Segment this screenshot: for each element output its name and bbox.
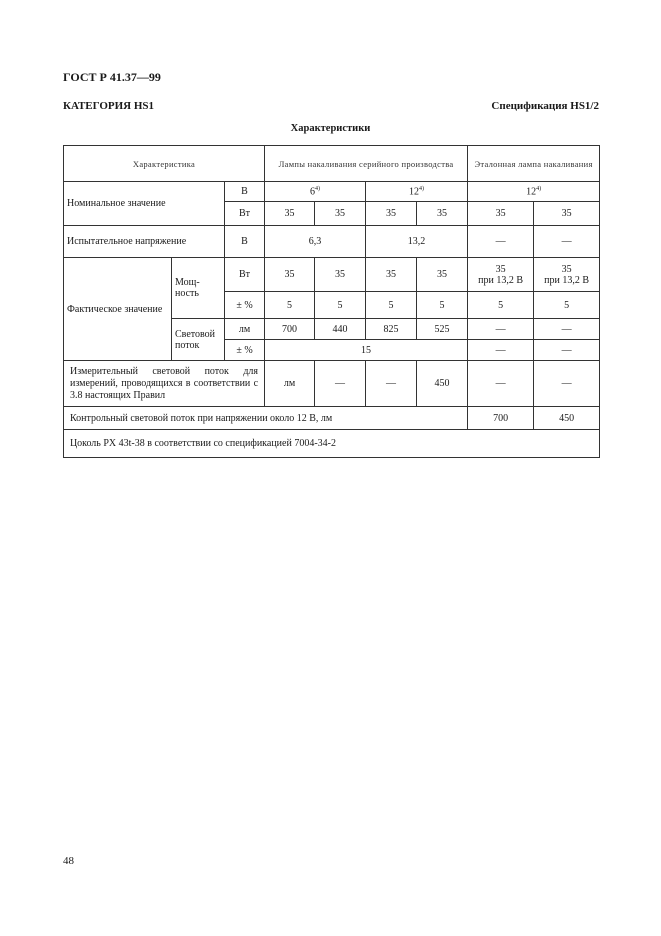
unit-watt: Вт xyxy=(225,258,265,292)
table-cell: 35 xyxy=(265,202,315,226)
header-characteristic: Характеристика xyxy=(64,146,265,182)
table-cell: 825 xyxy=(366,319,417,340)
flux-tolerance: 15 xyxy=(265,340,468,361)
row-label-nominal: Номинальное значение xyxy=(64,182,225,226)
characteristics-table xyxy=(63,145,600,458)
row-label-actual-value: Фактическое значение xyxy=(64,258,172,361)
table-cell: — xyxy=(468,226,534,258)
row-label-control-flux: Контрольный световой поток при напряжении около 12 В, лм xyxy=(64,407,468,430)
table-cell: 440 xyxy=(315,319,366,340)
table-cell: 35 xyxy=(366,202,417,226)
test-voltage-12: 13,2 xyxy=(366,226,468,258)
table-cell: 450 xyxy=(417,361,468,407)
nominal-6v: 6$^{4)}$ xyxy=(265,182,366,202)
table-cell: 5 xyxy=(417,292,468,319)
table-cell: — xyxy=(534,361,600,407)
table-cell: — xyxy=(468,361,534,407)
category-label: КАТЕГОРИЯ HS1 xyxy=(63,100,155,112)
table-cell: — xyxy=(534,226,600,258)
table-cell: 35 xyxy=(315,258,366,292)
table-cell: 35 xyxy=(417,258,468,292)
row-base-specification: Цоколь PX 43t-38 в соответствии со спецификацией 7004-34-2 xyxy=(64,430,600,458)
specification-label: Спецификация HS1/2 xyxy=(491,100,599,112)
table-cell: 35 xyxy=(265,258,315,292)
page-number: 48 xyxy=(63,855,74,867)
row-label-power: Мощ-ность xyxy=(172,258,225,319)
test-voltage-6: 6,3 xyxy=(265,226,366,258)
table-cell: 35 xyxy=(417,202,468,226)
unit-watt: Вт xyxy=(225,202,265,226)
unit-lumen: лм xyxy=(265,361,315,407)
table-cell: 5 xyxy=(534,292,600,319)
table-cell: 525 xyxy=(417,319,468,340)
table-cell: 35 xyxy=(468,202,534,226)
table-cell: — xyxy=(534,340,600,361)
table-cell: — xyxy=(468,340,534,361)
row-label-test-voltage: Испытательное напряжение xyxy=(64,226,225,258)
table-title: Характеристики xyxy=(290,123,371,134)
table-cell: — xyxy=(534,319,600,340)
table-cell: — xyxy=(366,361,417,407)
row-label-luminous-flux: Световой поток xyxy=(172,319,225,361)
table-cell: — xyxy=(468,319,534,340)
table-cell: 35 xyxy=(366,258,417,292)
unit-volt: В xyxy=(225,226,265,258)
footnote-mark: 4) xyxy=(419,185,425,192)
unit-lumen: лм xyxy=(225,319,265,340)
nominal-12v: 12$^{4)}$ xyxy=(366,182,468,202)
unit-volt: В xyxy=(225,182,265,202)
footnote-mark: 4) xyxy=(536,185,542,192)
table-cell: 5 xyxy=(468,292,534,319)
table-cell: 5 xyxy=(265,292,315,319)
nominal-12v-reference: 12$^{4)}$ xyxy=(468,182,600,202)
table-cell: 700 xyxy=(468,407,534,430)
table-cell: 35 при 13,2 В xyxy=(534,258,600,292)
table-cell: 5 xyxy=(366,292,417,319)
table-cell: 35 xyxy=(534,202,600,226)
table-cell: 700 xyxy=(265,319,315,340)
unit-tolerance: ± % xyxy=(225,292,265,319)
table-cell: 35 xyxy=(315,202,366,226)
table-cell: 450 xyxy=(534,407,600,430)
row-label-measuring-flux: Измерительный световой поток для измерений, проводящихся в соответствии с 3.8 настоящих Правил xyxy=(64,361,265,407)
unit-tolerance: ± % xyxy=(225,340,265,361)
header-reference-lamp: Эталонная лампа накаливания xyxy=(468,146,600,182)
document-code: ГОСТ Р 41.37—99 xyxy=(63,70,161,84)
header-serial-lamps: Лампы накаливания серийного производства xyxy=(265,146,468,182)
table-cell: — xyxy=(315,361,366,407)
table-cell: 35 при 13,2 В xyxy=(468,258,534,292)
table-cell: 5 xyxy=(315,292,366,319)
footnote-mark: 4) xyxy=(315,185,321,192)
